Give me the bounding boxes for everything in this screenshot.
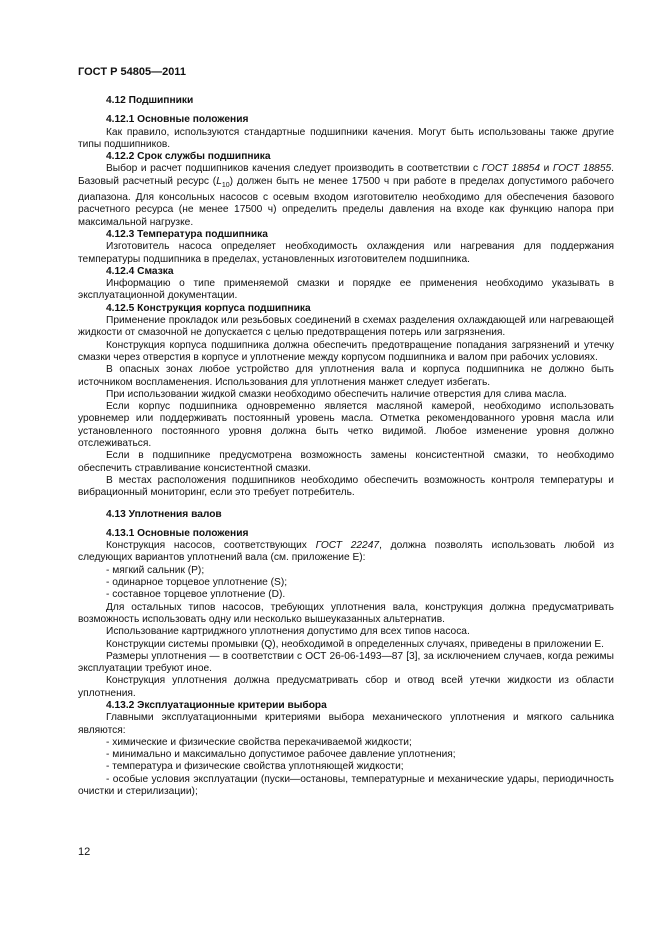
section-heading-4-13: 4.13 Уплотнения валов <box>106 508 222 520</box>
subsection-heading-4-12-4: 4.12.4 Смазка <box>106 265 174 277</box>
list-item-wrapped: - особые условия эксплуатации (пуски—остановы, температурные и механические удары, периодичность очистки и стерилизации); <box>78 773 614 798</box>
subsection-heading-4-13-1: 4.13.1 Основные положения <box>106 527 249 539</box>
standard-reference: ГОСТ 18855 <box>552 163 612 175</box>
text-run: , должна позволять использовать любой из следующих вариантов уплотнений вала (см. приложение Е): <box>78 540 614 564</box>
list-item: - одинарное торцевое уплотнение (S); <box>106 577 288 589</box>
paragraph: Использование картриджного уплотнения допустимо для всех типов насоса. <box>106 626 470 638</box>
paragraph: В местах расположения подшипников необходимо обеспечить возможность контроля температуры и вибрационный мониторинг, если это требует потребитель. <box>78 474 614 499</box>
paragraph: Конструкции системы промывки (Q), необходимой в определенных случаях, приведены в приложении Е. <box>106 638 604 650</box>
paragraph: Если в подшипнике предусмотрена возможность замены консистентной смазки, то необходимо обеспечить стравливание консистентной смазки. <box>78 450 614 474</box>
paragraph: Изготовитель насоса определяет необходимость охлаждения или нагревания для поддержания температуры подшипника в пределах, установленных изготовителем подшипника. <box>78 241 614 265</box>
paragraph: Информацию о типе применяемой смазки и порядке ее применения необходимо указывать в эксплуатационной документации. <box>78 278 614 302</box>
subsection-heading-4-13-2: 4.13.2 Эксплуатационные критерии выбора <box>106 699 327 711</box>
paragraph: Применение прокладок или резьбовых соединений в схемах разделения охлаждающей или нагревающей жидкости от смазочной не допускается с целью предотвращения потерь или загрязнения. <box>78 315 614 339</box>
standard-reference: ГОСТ 22247 <box>315 540 380 552</box>
document-header: ГОСТ Р 54805—2011 <box>78 66 186 78</box>
text-run: ) должен быть не менее 17500 ч при работе в пределах допустимого рабочего диапазона. Для консольных насосов с осевым входом изготовителю необходимо для обеспечения базового расчетного ресурса (не менее 17500 ч) определить пределы давления на входе как функцию напора при максимальной нагрузке. <box>78 175 614 228</box>
paragraph-bearing-life <box>78 163 614 229</box>
paragraph: Размеры уплотнения — в соответствии с ОСТ 26-06-1493—87 [3], за исключением случаев, когда режимы эксплуатации требуют иное. <box>78 650 614 675</box>
paragraph-seal-variants <box>78 540 614 565</box>
text-run: . Базовый расчетный ресурс ( <box>78 163 614 187</box>
paragraph: В опасных зонах любое устройство для уплотнения вала и корпуса подшипника не должно быть источником воспламенения. Использования для уплотнения манжет следует избегать. <box>78 364 614 388</box>
subsection-heading-4-12-1: 4.12.1 Основные положения <box>106 114 249 126</box>
page-content <box>78 95 614 798</box>
subsection-heading-4-12-5: 4.12.5 Конструкция корпуса подшипника <box>106 302 311 314</box>
paragraph: Конструкция корпуса подшипника должна обеспечить предотвращение попадания загрязнений и утечку смазки через отверстия в корпусе и уплотнение между корпусом подшипника и валом при рабочих условиях. <box>78 339 614 363</box>
text-run: Конструкция насосов, соответствующих <box>106 540 316 552</box>
paragraph: При использовании жидкой смазки необходимо обеспечить наличие отверстия для слива масла. <box>106 388 567 400</box>
page-number: 12 <box>78 846 91 858</box>
text-run: и <box>540 163 553 175</box>
list-item: - минимально и максимально допустимое рабочее давление уплотнения; <box>106 749 456 761</box>
list-item: - мягкий сальник (P); <box>106 564 205 576</box>
symbol-L: L <box>216 175 222 187</box>
paragraph: Конструкция уплотнения должна предусматривать сбор и отвод всей утечки жидкости из области уплотнения. <box>78 675 614 699</box>
text-run: Выбор и расчет подшипников качения следует производить в соответствии с <box>106 163 482 175</box>
paragraph: Для остальных типов насосов, требующих уплотнения вала, конструкция должна предусматривать возможность использовать одну или несколько вышеуказанных альтернатив. <box>78 601 614 625</box>
list-item: - температура и физические свойства уплотняющей жидкости; <box>106 761 404 773</box>
subsection-heading-4-12-2: 4.12.2 Срок службы подшипника <box>106 151 271 163</box>
subsection-heading-4-12-3: 4.12.3 Температура подшипника <box>106 229 268 240</box>
paragraph: Если корпус подшипника одновременно является масляной камерой, необходимо использовать уровнемер или поддерживать постоянный уровень масла. Отметка рекомендованного уровня масла или установленного постоянного уровня должна быть четко видимой. Любое изменение уровня должно отслеживаться. <box>78 401 614 450</box>
section-heading-4-12: 4.12 Подшипники <box>106 95 194 106</box>
paragraph: Как правило, используются стандартные подшипники качения. Могут быть использованы также другие типы подшипников. <box>78 126 614 150</box>
list-item: - химические и физические свойства перекачиваемой жидкости; <box>106 736 412 748</box>
paragraph: Главными эксплуатационными критериями выбора механического уплотнения и мягкого сальника являются: <box>78 712 614 736</box>
standard-reference: ГОСТ 18854 <box>481 163 541 175</box>
list-item: - составное торцевое уплотнение (D). <box>106 589 286 601</box>
symbol-subscript: 10 <box>221 181 230 189</box>
